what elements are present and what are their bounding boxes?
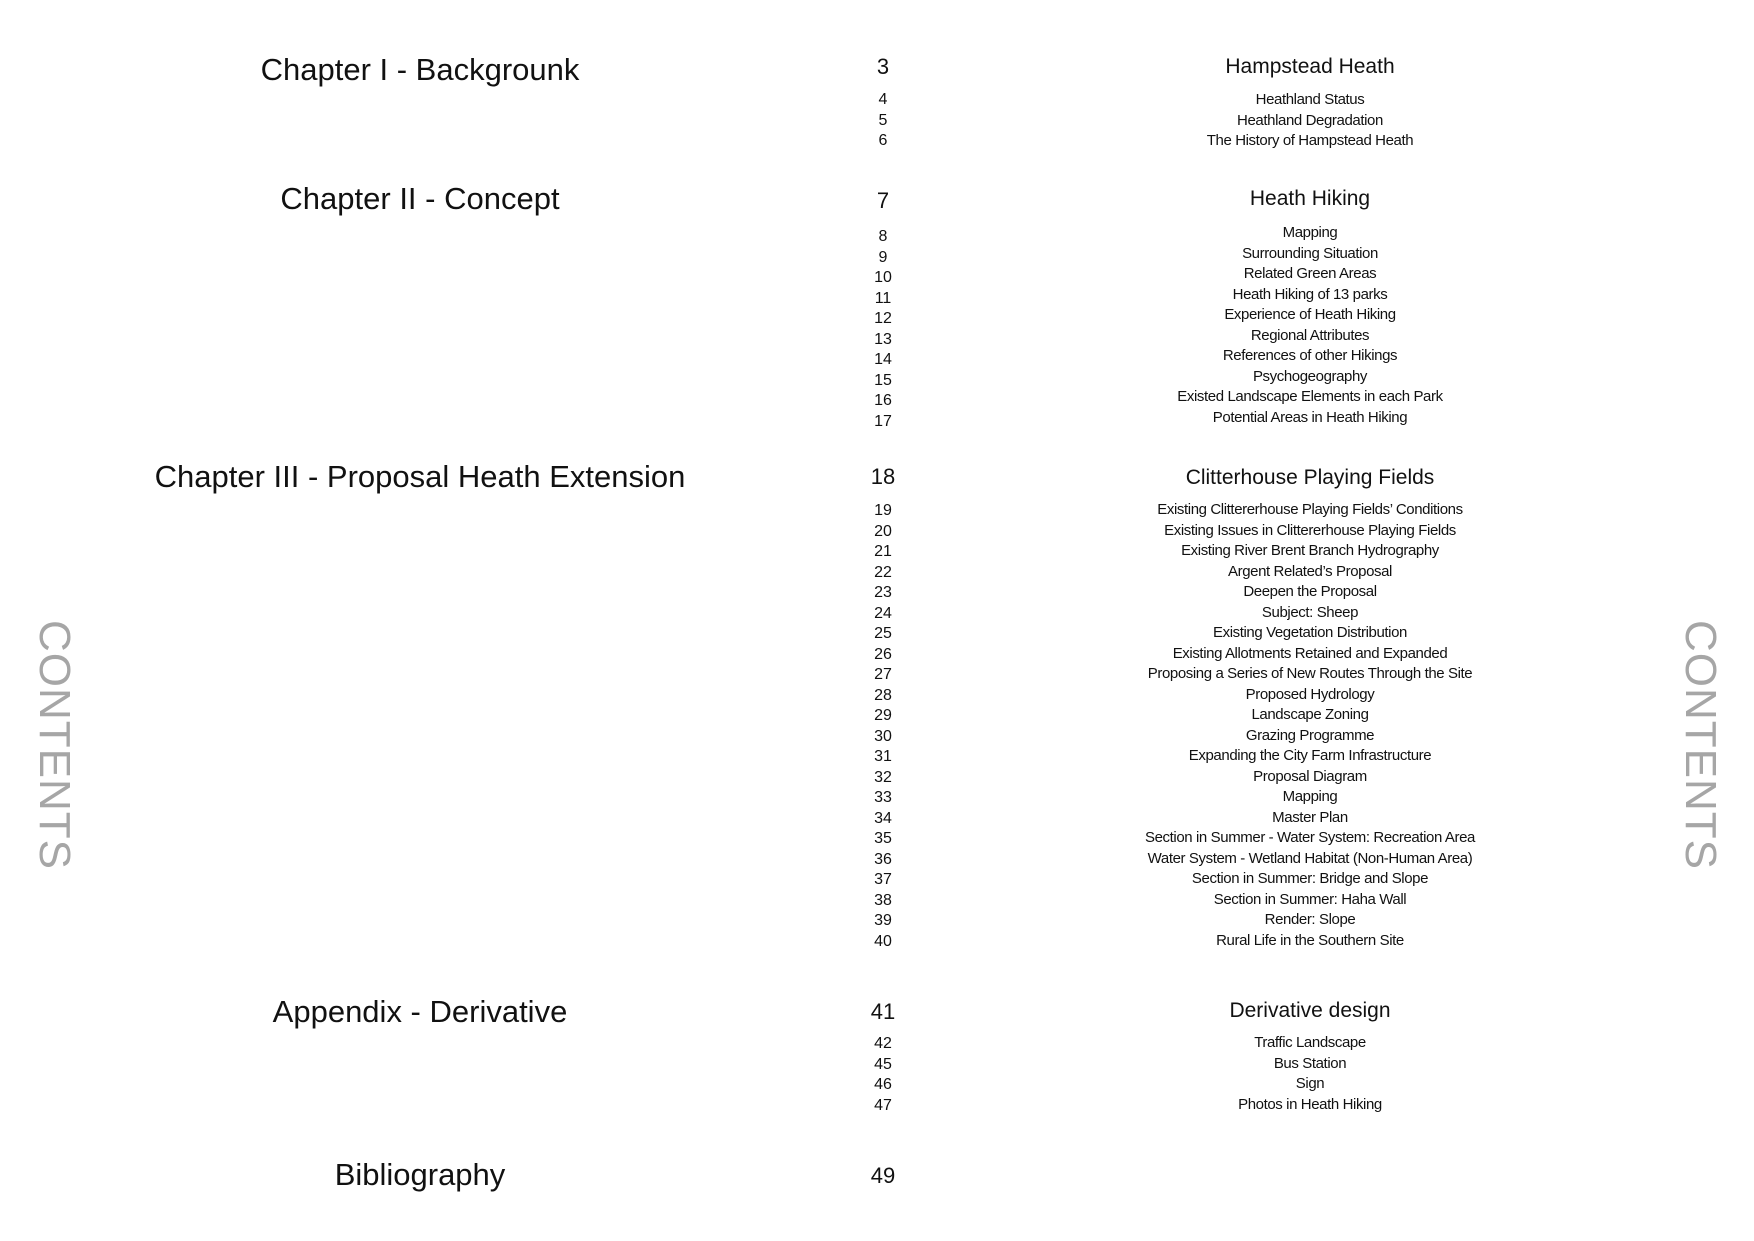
subsection-label: Existed Landscape Elements in each Park: [1177, 388, 1443, 405]
subsection-label: Heathland Degradation: [1237, 111, 1383, 129]
subsection-page: 13: [874, 330, 892, 348]
subsection-label: Psychogeography: [1252, 367, 1368, 385]
chapter-page-number: 41: [870, 999, 896, 1024]
section-title: Hampstead Heath: [1225, 55, 1395, 78]
subsection-label: Subject: Sheep: [1261, 603, 1359, 621]
subsection-page: 21: [874, 543, 892, 560]
subsection-page: 14: [874, 351, 892, 368]
subsection-page: 4: [878, 91, 888, 108]
subsection-page: 33: [874, 789, 892, 806]
subsection-label: Proposed Hydrology: [1245, 685, 1375, 703]
subsection-page: 38: [874, 891, 892, 909]
subsection-page: 17: [874, 412, 892, 430]
subsection-label: Deepen the Proposal: [1243, 583, 1377, 600]
subsection-page: 6: [878, 132, 888, 149]
subsection-label: Argent Related’s Proposal: [1228, 562, 1392, 580]
chapter-title: Chapter II - Concept: [280, 181, 560, 216]
subsection-label: Landscape Zoning: [1251, 706, 1369, 723]
subsection-page: 24: [874, 604, 892, 622]
subsection-page: 40: [874, 932, 892, 950]
subsection-label: Existing Allotments Retained and Expanded: [1172, 644, 1448, 662]
subsection-label: References of other Hikings: [1222, 347, 1398, 364]
chapter-title: Bibliography: [334, 1157, 506, 1192]
subsection-page: 47: [874, 1096, 892, 1114]
subsection-page: 9: [878, 248, 888, 266]
chapter-page-number: 3: [876, 54, 890, 79]
subsection-list: [960, 223, 1660, 428]
subsection-list: [960, 1033, 1660, 1115]
subsection-page: 31: [874, 748, 892, 765]
subsection-label: Expanding the City Farm Infrastructure: [1188, 747, 1432, 764]
subsection-page-list: [843, 90, 923, 152]
subsection-page: 36: [874, 850, 892, 868]
subsection-page: 22: [874, 563, 892, 581]
subsection-page: 28: [874, 686, 892, 704]
subsection-label: Photos in Heath Hiking: [1238, 1095, 1382, 1113]
subsection-label: Mapping: [1282, 224, 1338, 241]
subsection-label: Proposing a Series of New Routes Through the Site: [1147, 665, 1473, 682]
subsection-page: 45: [874, 1055, 892, 1073]
chapter-title: Chapter I - Backgrounk: [260, 52, 580, 87]
subsection-page: 42: [874, 1035, 892, 1052]
subsection-label: Existing Issues in Clittererhouse Playing Fields: [1164, 521, 1456, 539]
subsection-page: 29: [874, 707, 892, 724]
subsection-label: Master Plan: [1272, 808, 1348, 826]
subsection-page: 46: [874, 1076, 892, 1093]
subsection-label: Render: Slope: [1264, 911, 1356, 928]
chapter-page-number: 7: [876, 188, 890, 213]
subsection-label: Traffic Landscape: [1254, 1034, 1366, 1051]
subsection-page: 27: [874, 666, 892, 683]
subsection-page: 26: [874, 645, 892, 663]
subsection-page: 30: [874, 727, 892, 745]
subsection-page: 19: [874, 502, 892, 519]
subsection-label: Heathland Status: [1255, 91, 1365, 108]
subsection-page: 37: [874, 871, 892, 888]
subsection-label: Experience of Heath Hiking: [1224, 306, 1396, 323]
subsection-label: Grazing Programme: [1245, 726, 1375, 744]
subsection-page: 5: [878, 111, 888, 129]
subsection-label: Existing River Brent Branch Hydrography: [1181, 542, 1439, 559]
subsection-page-list: [843, 1034, 923, 1116]
chapter-page-number: 49: [870, 1163, 896, 1188]
subsection-page: 20: [874, 522, 892, 540]
subsection-page-list: [843, 501, 923, 952]
subsection-list: [960, 90, 1660, 152]
subsection-label: Surrounding Situation: [1242, 244, 1378, 262]
subsection-page: 10: [874, 269, 892, 286]
subsection-label: Section in Summer: Haha Wall: [1213, 890, 1407, 908]
subsection-label: Section in Summer: Bridge and Slope: [1191, 870, 1429, 887]
subsection-label: Sign: [1295, 1075, 1325, 1092]
subsection-label: The History of Hampstead Heath: [1206, 132, 1414, 149]
side-title-left: CONTENTS: [30, 620, 79, 870]
subsection-page: 25: [874, 625, 892, 642]
subsection-label: Section in Summer - Water System: Recreation Area: [1145, 829, 1475, 846]
chapter-title: Appendix - Derivative: [272, 994, 568, 1029]
subsection-label: Related Green Areas: [1243, 265, 1377, 282]
section-title: Derivative design: [1229, 999, 1391, 1022]
subsection-label: Proposal Diagram: [1253, 767, 1367, 785]
subsection-label: Existing Vegetation Distribution: [1213, 624, 1407, 641]
section-title: Clitterhouse Playing Fields: [1185, 466, 1435, 489]
subsection-page: 16: [874, 392, 892, 409]
subsection-page: 34: [874, 809, 892, 827]
side-title-right: CONTENTS: [1676, 620, 1725, 870]
subsection-page: 8: [878, 228, 888, 245]
subsection-label: Existing Clittererhouse Playing Fields’ Conditions: [1157, 501, 1463, 518]
subsection-label: Rural Life in the Southern Site: [1216, 931, 1404, 949]
subsection-page: 35: [874, 830, 892, 847]
subsection-page: 23: [874, 584, 892, 601]
subsection-page: 15: [874, 371, 892, 389]
subsection-label: Bus Station: [1273, 1054, 1347, 1072]
subsection-page: 11: [874, 289, 892, 307]
subsection-page-list: [843, 227, 923, 432]
subsection-label: Potential Areas in Heath Hiking: [1212, 408, 1408, 426]
subsection-label: Water System - Wetland Habitat (Non-Human Area): [1147, 849, 1473, 867]
subsection-list: [960, 500, 1660, 951]
chapter-title: Chapter III - Proposal Heath Extension: [154, 459, 686, 494]
subsection-page: 12: [874, 310, 892, 327]
chapter-page-number: 18: [870, 464, 896, 489]
subsection-page: 39: [874, 912, 892, 929]
subsection-page: 32: [874, 768, 892, 786]
subsection-label: Regional Attributes: [1250, 326, 1370, 344]
section-title: Heath Hiking: [1249, 187, 1371, 210]
subsection-label: Mapping: [1282, 788, 1338, 805]
subsection-label: Heath Hiking of 13 parks: [1232, 285, 1388, 303]
